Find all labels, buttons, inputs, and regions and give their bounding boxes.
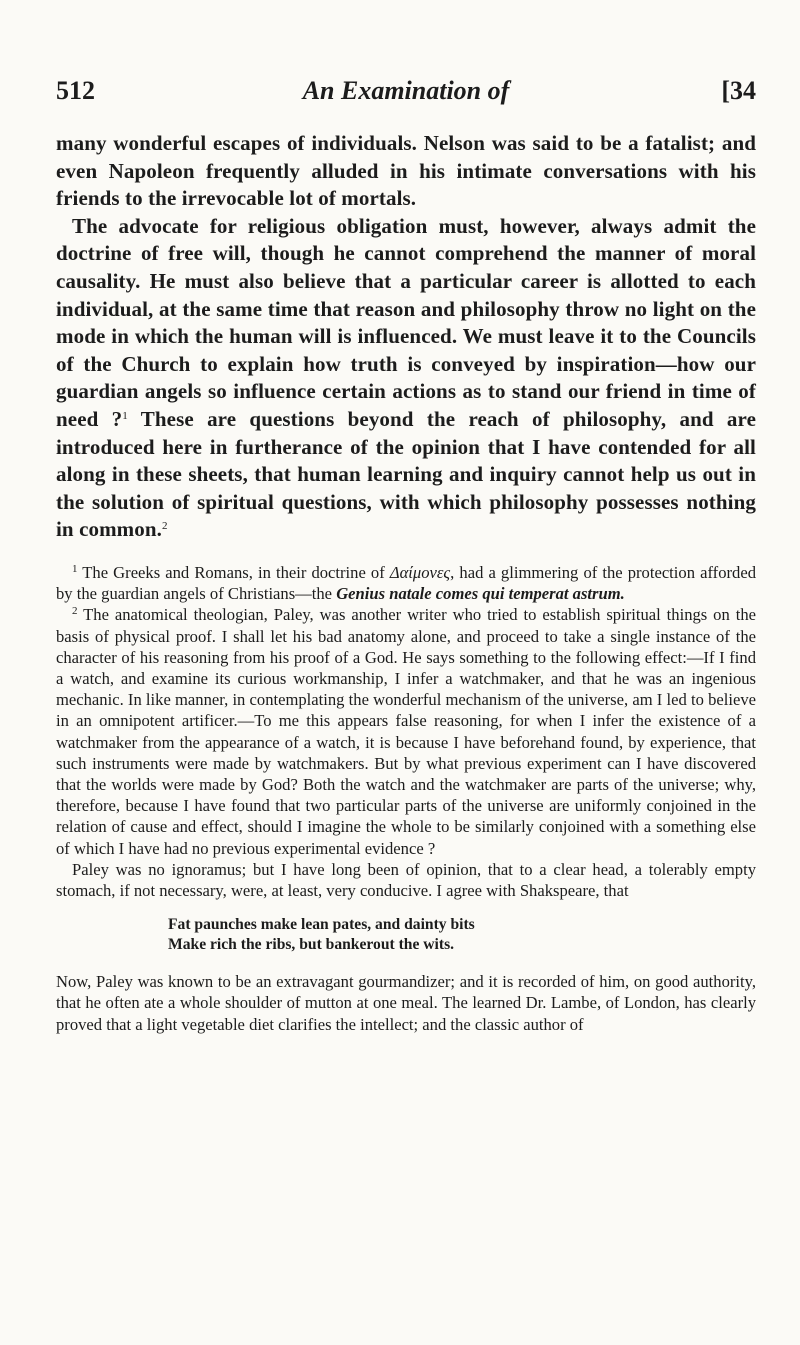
paragraph-2: [56, 213, 756, 544]
verse-quotation: [168, 915, 756, 955]
main-text: [56, 130, 756, 544]
footnote-ref-2[interactable]: 2: [162, 520, 168, 533]
footnote-1: [56, 562, 756, 604]
paragraph-1: [56, 130, 756, 213]
footnote-2-para-3: Now, Paley was known to be an extravagant gourmandizer; and it is recorded of him, on good authority, that he often ate a whole shoulder of mutton at one meal. The learned Dr. Lambe, of London, has clearly proved that a light vegetable diet clarifies the intellect; and the classic author of: [56, 972, 756, 1034]
running-title: An Examination of: [302, 76, 510, 105]
footnote-2-text: The anatomical theologian, Paley, was another writer who tried to establish spiritual things on the basis of physical proof. I shall let his bad anatomy alone, and proceed to take a single instance of the character of his reasoning from his proof of a God. He says something to the following effect:—If I find a watch, and examine its curious workmanship, I infer a watchmaker, and that he was an ingenious mechanic. In like manner, in contemplating the wonderful mechanism of the universe, am I led to believe in an omnipotent artificer.—To me this appears false reasoning, for when I infer the existence of a watchmaker from the appearance of a watch, it is because I have beforehand found, by experience, that such instruments were made by watchmakers. But by what previous experiment can I have discovered that the worlds were made by God? Both the watch and the watchmaker are parts of the universe; why, therefore, because I have found that two particular parts of the universe are uniformly conjoined in the relation of cause and effect, should I imagine the whole to be similarly conjoined with a something else of which I have had no previous experimental evidence ?: [56, 605, 756, 858]
section-marker: [34: [721, 76, 756, 105]
paragraph-2-text-b: These are questions beyond the reach of philosophy, and are introduced here in furtherance of the opinion that I have contended for all along in these sheets, that human learning and inquiry cannot help us out in the solution of spiritual questions, with which philosophy possesses nothing in common.: [56, 406, 756, 542]
footnotes: [56, 562, 756, 1035]
page-number: 512: [56, 76, 95, 105]
footnote-1-text-a: The Greeks and Romans, in their doctrine of: [77, 562, 390, 582]
footnote-2-mark: 2: [72, 605, 78, 618]
footnote-2: [56, 604, 756, 858]
footnote-2-para-2: Paley was no ignoramus; but I have long been of opinion, that to a clear head, a tolerably empty stomach, if not necessary, were, at least, very conducive. I agree with Shakspeare, that: [56, 859, 756, 900]
verse-line-1: Fat paunches make lean pates, and dainty bits: [168, 916, 475, 934]
footnote-1-latin: Genius natale comes qui temperat astrum.: [336, 584, 625, 604]
paragraph-2-text-a: The advocate for religious obligation must, however, always admit the doctrine of free will, though he cannot comprehend the manner of moral causality. He must also believe that a particular career is allotted to each individual, at the same time that reason and philosophy throw no light on the mode in which the human will is influenced. We must leave it to the Councils of the Church to explain how truth is conveyed by inspiration—how our guardian angels so influence certain actions as to stand our friend in time of need ?: [56, 213, 756, 431]
footnote-ref-1[interactable]: 1: [122, 409, 128, 422]
footnote-1-mark: 1: [72, 562, 78, 575]
paragraph-1-text: many wonderful escapes of individuals. Nelson was said to be a fatalist; and even Napoleon frequently alluded in his intimate conversations with his friends to the irrevocable lot of mortals.: [56, 131, 756, 211]
running-head: [56, 76, 756, 116]
footnote-1-text-b: , had a glimmering of the protection afforded by the guardian angels of Christians—the: [56, 562, 756, 604]
footnote-1-greek: Δαίμονες: [389, 562, 451, 582]
verse-line-2: Make rich the ribs, but bankerout the wits.: [168, 936, 455, 954]
